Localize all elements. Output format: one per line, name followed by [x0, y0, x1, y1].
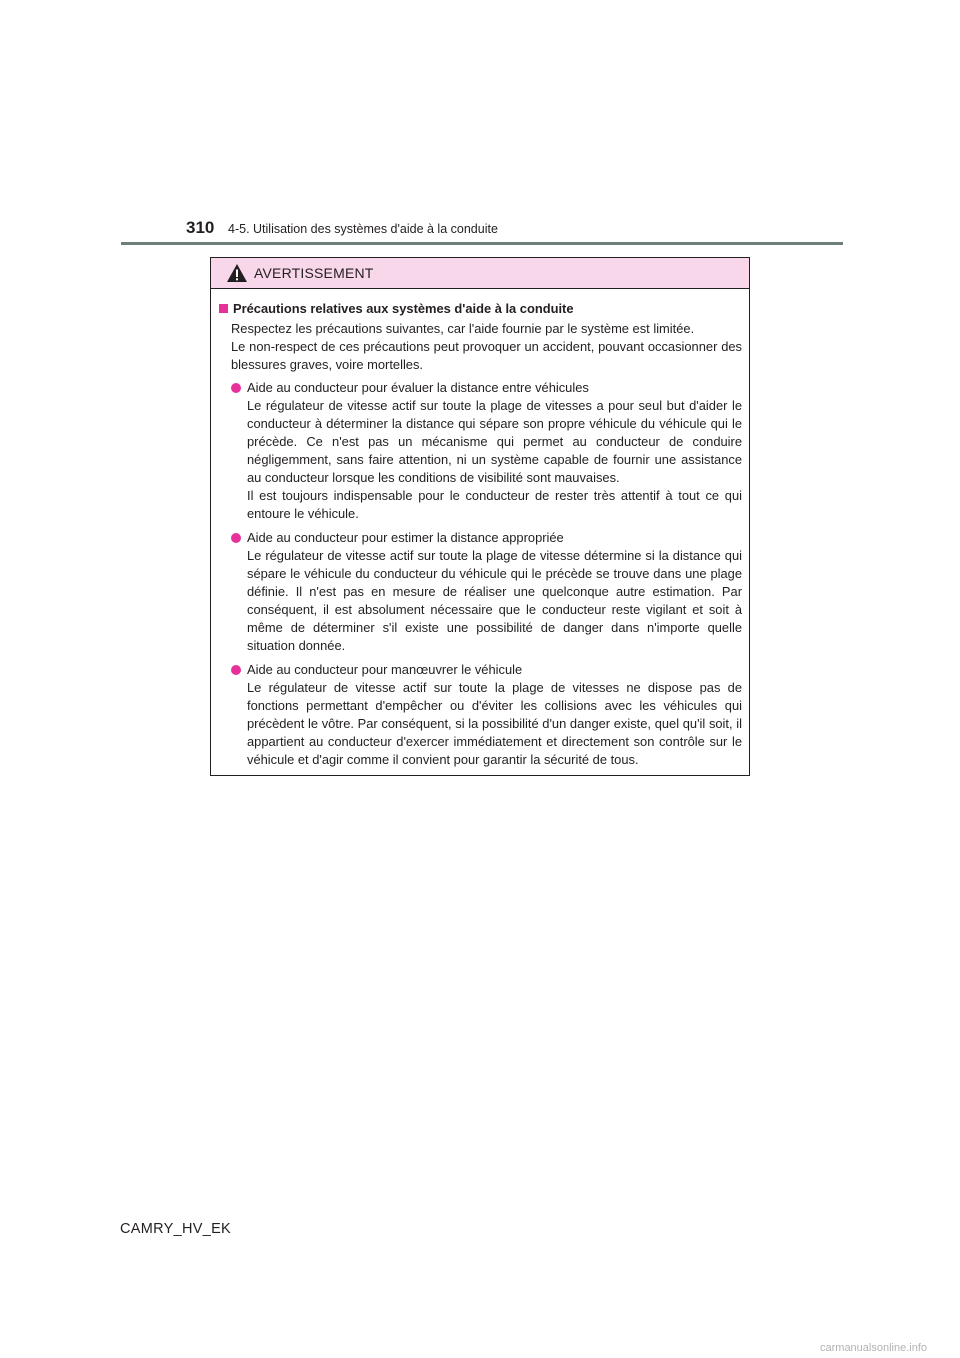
warning-heading — [219, 300, 742, 318]
intro-line: Le non-respect de ces précautions peut provoquer un accident, pouvant occasionner des blessures graves, voire mortelles. — [231, 339, 742, 372]
warning-header — [211, 258, 749, 289]
bullet-paragraph: Le régulateur de vitesse actif sur toute la plage de vitesses a pour seul but d'aider le conducteur à déterminer la distance qui sépare son propre véhicule du véhicule qui le précède. Ce n'est pas un mécanisme qui permet au conducteur de conduire négligemment, sans faire attention, ni un système capable de fournir une assistance au conducteur lorsque les conditions de visibilité sont mauvaises. — [247, 398, 742, 485]
warning-body — [211, 289, 749, 769]
document-code: CAMRY_HV_EK — [120, 1221, 232, 1237]
circle-bullet-icon — [231, 533, 241, 543]
bullet-content — [247, 661, 742, 769]
bullet-paragraph: Le régulateur de vitesse actif sur toute la plage de vitesses ne dispose pas de fonctions permettant d'empêcher ou d'éviter les collisions avec les véhicules qui précèdent le vôtre. Par conséquent, si la possibilité d'un danger existe, quel qu'il soit, il appartient au conducteur d'exercer immédiatement et directement son contrôle sur le véhicule et d'agir comme il convient pour garantir la sécurité de tous. — [247, 680, 742, 767]
circle-bullet-icon — [231, 665, 241, 675]
warning-intro — [219, 320, 742, 374]
bullet-title: Aide au conducteur pour évaluer la distance entre véhicules — [247, 380, 589, 395]
header-divider — [121, 242, 843, 245]
watermark: carmanualsonline.info — [820, 1342, 928, 1354]
page-number: 310 — [186, 218, 215, 237]
square-bullet-icon — [219, 304, 228, 313]
bullet-title: Aide au conducteur pour manœuvrer le véhicule — [247, 662, 523, 677]
warning-box — [210, 257, 750, 776]
circle-bullet-icon — [231, 383, 241, 393]
bullet-item — [219, 379, 742, 523]
bullet-paragraph: Il est toujours indispensable pour le conducteur de rester très attentif à tout ce qui entoure le véhicule. — [247, 488, 742, 521]
bullet-item — [219, 529, 742, 655]
warning-title: AVERTISSEMENT — [254, 265, 374, 281]
warning-heading-text: Précautions relatives aux systèmes d'aide à la conduite — [233, 301, 574, 316]
bullet-content — [247, 379, 742, 523]
bullet-item — [219, 661, 742, 769]
bullet-paragraph: Le régulateur de vitesse actif sur toute la plage de vitesse détermine si la distance qui sépare le véhicule du conducteur du véhicule qui le précède se trouve dans une plage définie. Il n'est pas en mesure de réaliser une quelconque autre estimation. Par conséquent, il est absolument nécessaire que le conducteur reste vigilant et soit à même de déterminer s'il existe une possibilité de danger dans n'importe quelle situation donnée. — [247, 548, 742, 653]
section-title: 4-5. Utilisation des systèmes d'aide à la conduite — [228, 222, 498, 236]
intro-line: Respectez les précautions suivantes, car l'aide fournie par le système est limitée. — [231, 321, 695, 336]
warning-triangle-icon — [226, 263, 248, 283]
bullet-title: Aide au conducteur pour estimer la distance appropriée — [247, 530, 564, 545]
bullet-content — [247, 529, 742, 655]
